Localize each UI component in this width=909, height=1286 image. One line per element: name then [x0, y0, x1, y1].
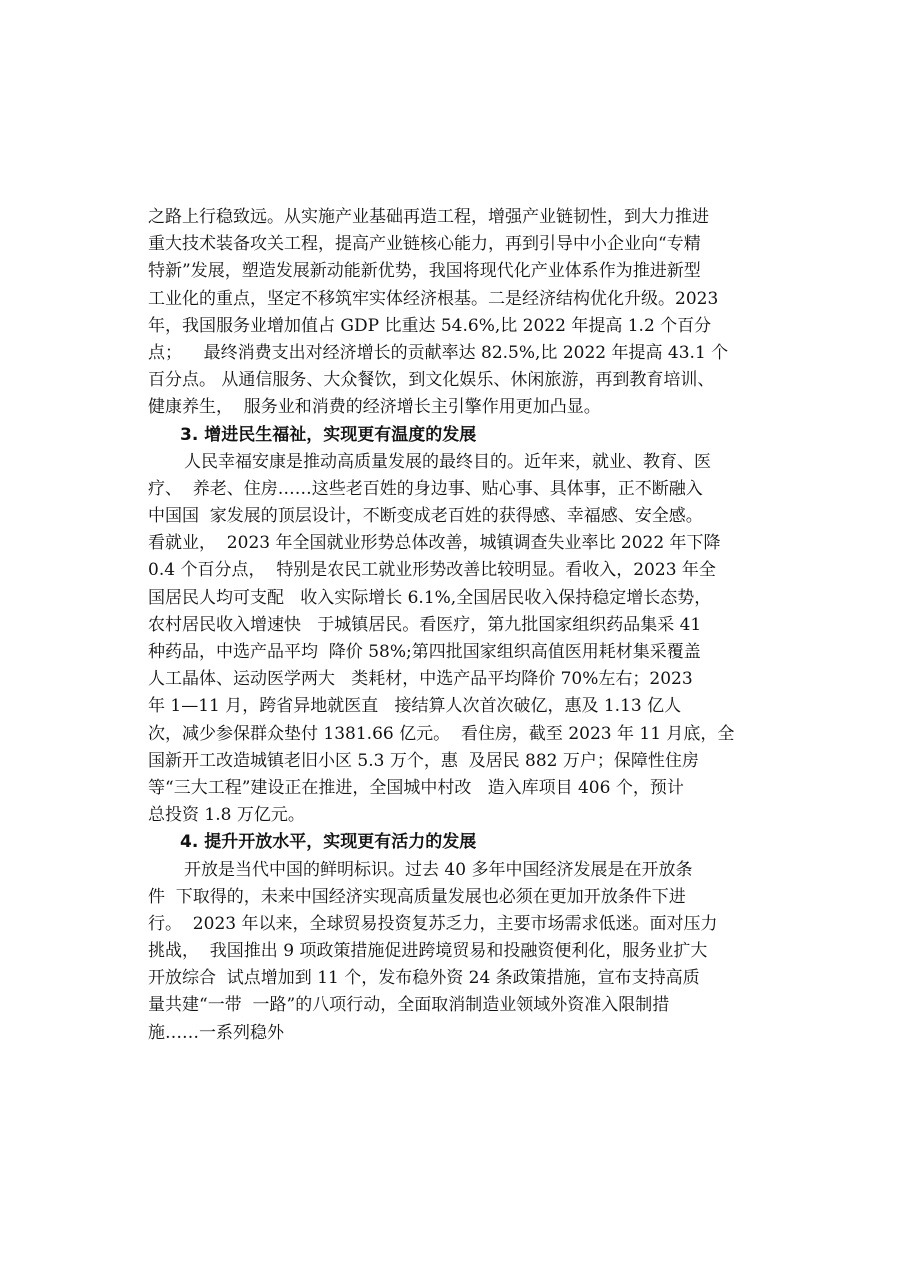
text-line: 年 1—11 月，跨省异地就医直 接结算人次首次破亿，惠及 1.13 亿人 — [148, 696, 682, 717]
text-line: 人工晶体、运动医学两大 类耗材，中选产品平均降价 70%左右；2023 — [148, 669, 693, 690]
text-line: 农村居民收入增速快 于城镇居民。看医疗，第九批国家组织药品集采 41 — [148, 614, 702, 635]
text-line: 健康养生， 服务业和消费的经济增长主引擎作用更加凸显。 — [148, 397, 601, 418]
paragraph-livelihood — [148, 449, 768, 830]
text-line: 量共建“一带 一路”的八项行动，全面取消制造业领域外资准入限制措 — [148, 995, 670, 1016]
text-line: 之路上行稳致远。从实施产业基础再造工程，增强产业链韧性，到大力推进 — [148, 207, 709, 227]
text-line: 百分点。 从通信服务、大众餐饮，到文化娱乐、休闲旅游，再到教育培训、 — [148, 370, 715, 391]
text-line: 种药品，中选产品平均 降价 58%;第四批国家组织高值医用耗材集采覆盖 — [148, 642, 701, 662]
text-line: 年，我国服务业增加值占 GDP 比重达 54.6%,比 2022 年提高 1.2 个百分 — [148, 315, 712, 336]
text-line: 开放是当代中国的鲜明标识。过去 40 多年中国经济发展是在开放条 — [184, 859, 693, 880]
text-line: 开放综合 试点增加到 11 个，发布稳外资 24 条政策措施，宣布支持高质 — [148, 968, 700, 989]
paragraph-economic-structure — [148, 204, 768, 422]
text-line: 中国国 家发展的顶层设计，不断变成老百姓的获得感、幸福感、安全感。 — [148, 506, 703, 527]
text-line: 总投资 1.8 万亿元。 — [148, 805, 305, 826]
text-line: 工业化的重点，坚定不移筑牢实体经济根基。二是经济结构优化升级。2023 — [148, 288, 719, 309]
text-line: 国居民人均可支配 收入实际增长 6.1%,全国居民收入保持稳定增长态势， — [148, 587, 712, 608]
text-line: 件 下取得的，未来中国经济实现高质量发展也必须在更加开放条件下进 — [148, 886, 686, 907]
text-line: 0.4 个百分点， 特别是农民工就业形势改善比较明显。看收入，2023 年全 — [148, 560, 716, 581]
section-heading-4: 4. 提升开放水平，实现更有活力的发展 — [180, 832, 477, 853]
text-line: 国新开工改造城镇老旧小区 5.3 万个，惠 及居民 882 万户；保障性住房 — [148, 750, 699, 771]
text-line: 行。 2023 年以来，全球贸易投资复苏乏力，主要市场需求低迷。面对压力 — [148, 913, 718, 934]
text-line: 等“三大工程”建设正在推进，全国城中村改 造入库项目 406 个，预计 — [148, 777, 684, 798]
document-body — [148, 204, 768, 1047]
paragraph-opening-up — [148, 857, 768, 1047]
text-line: 挑战， 我国推出 9 项政策措施促进跨境贸易和投融资便利化，服务业扩大 — [148, 941, 708, 962]
text-line: 看就业， 2023 年全国就业形势总体改善，城镇调查失业率比 2022 年下降 — [148, 533, 721, 554]
text-line: 施……一系列稳外 — [148, 1022, 284, 1043]
text-line: 特新”发展，塑造发展新动能新优势，我国将现代化产业体系作为推进新型 — [148, 261, 701, 282]
text-line: 点； 最终消费支出对经济增长的贡献率达 82.5%,比 2022 年提高 43.1 个 — [148, 342, 729, 363]
text-line: 人民幸福安康是推动高质量发展的最终目的。近年来，就业、教育、医 — [184, 451, 711, 472]
text-line: 疗、 养老、住房……这些老百姓的身边事、贴心事、具体事，正不断融入 — [148, 478, 703, 499]
text-line: 次，减少参保群众垫付 1381.66 亿元。 看住房，截至 2023 年 11 月底，全 — [148, 723, 735, 744]
section-heading-3: 3. 增进民生福祉，实现更有温度的发展 — [180, 424, 477, 445]
text-line: 重大技术装备攻关工程，提高产业链核心能力，再到引导中小企业向“专精 — [148, 234, 701, 255]
